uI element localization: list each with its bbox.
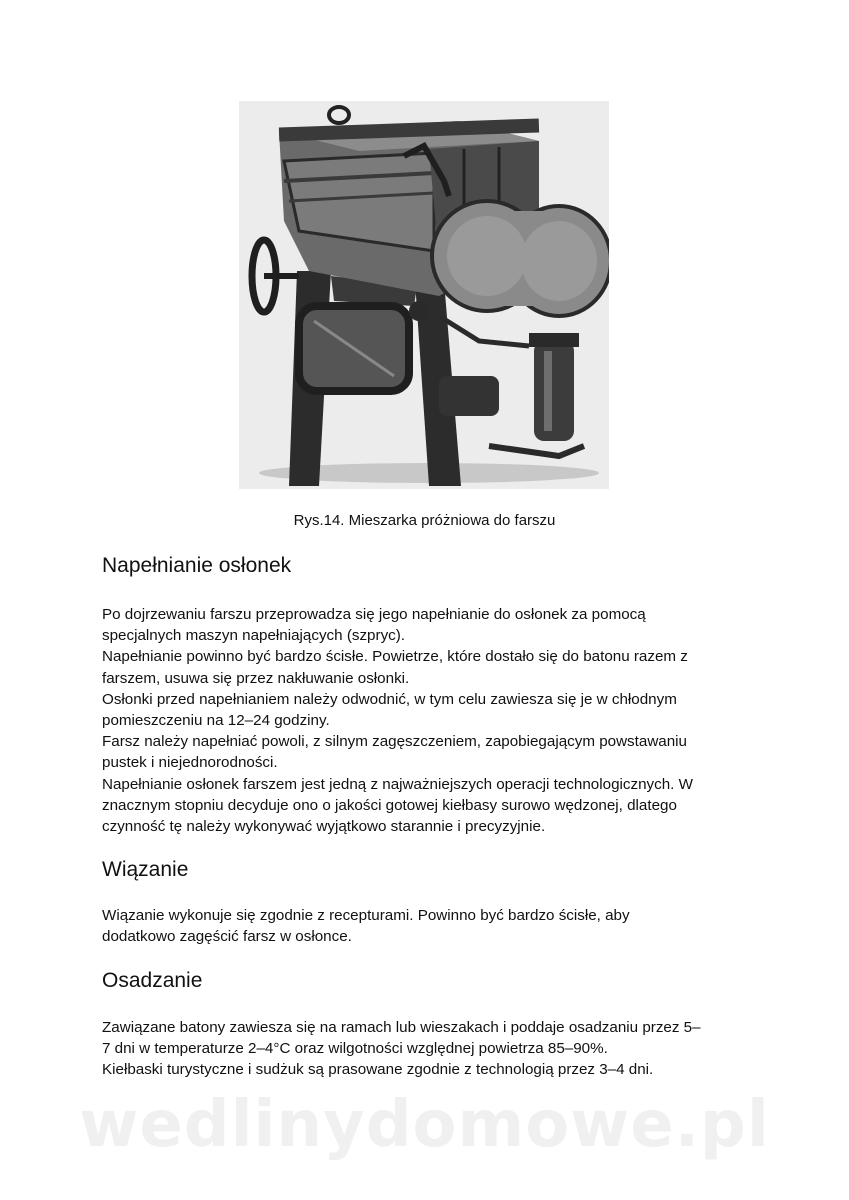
text-line: Farsz należy napełniać powoli, z silnym zagęszczeniem, zapobiegającym powstawaniu xyxy=(102,733,688,751)
watermark: wedlinydomowe.pl xyxy=(79,1088,770,1162)
section-heading-wiazanie: Wiązanie xyxy=(102,858,189,881)
text-line: pomieszczeniu na 12–24 godziny. xyxy=(102,712,330,730)
figure-caption: Rys.14. Mieszarka próżniowa do farszu xyxy=(293,512,556,529)
text-line: Po dojrzewaniu farszu przeprowadza się jego napełnianie do osłonek za pomocą xyxy=(102,606,646,623)
section-heading-napelnianie: Napełnianie osłonek xyxy=(102,554,292,577)
text-line: pustek i niejednorodności. xyxy=(102,754,278,772)
section-body-wiazanie xyxy=(102,905,762,947)
text-line: Napełnianie powinno być bardzo ścisłe. Powietrze, które dostało się do batonu razem z xyxy=(102,648,688,666)
vacuum-mixer-illustration xyxy=(239,101,609,489)
section-body-osadzanie xyxy=(102,1017,762,1081)
text-line: Osłonki przed napełnianiem należy odwodnić, w tym celu zawiesza się je w chłodnym xyxy=(102,690,677,708)
text-line: farszem, usuwa się przez nakłuwanie osłonki. xyxy=(102,669,410,687)
section-heading-osadzanie: Osadzanie xyxy=(102,969,203,992)
text-line: Zawiązane batony zawiesza się na ramach lub wieszakach i poddaje osadzaniu przez 5– xyxy=(102,1019,701,1036)
text-line: 7 dni w temperaturze 2–4°C oraz wilgotności względnej powietrza 85–90%. xyxy=(102,1040,608,1058)
text-line: specjalnych maszyn napełniających (szpryc). xyxy=(102,627,406,645)
section-body-napelnianie xyxy=(102,604,762,837)
text-line: znacznym stopniu decyduje ono o jakości gotowej kiełbasy surowo wędzonej, dlatego xyxy=(102,796,677,814)
text-line: Kiełbaski turystyczne i sudżuk są prasowane zgodnie z technologią przez 3–4 dni. xyxy=(102,1061,654,1079)
text-line: Wiązanie wykonuje się zgodnie z recepturami. Powinno być bardzo ścisłe, aby xyxy=(102,907,630,924)
text-line: czynność tę należy wykonywać wyjątkowo starannie i precyzyjnie. xyxy=(102,818,546,836)
text-line: dodatkowo zagęścić farsz w osłonce. xyxy=(102,928,352,946)
text-line: Napełnianie osłonek farszem jest jedną z najważniejszych operacji technologicznych. W xyxy=(102,775,693,793)
